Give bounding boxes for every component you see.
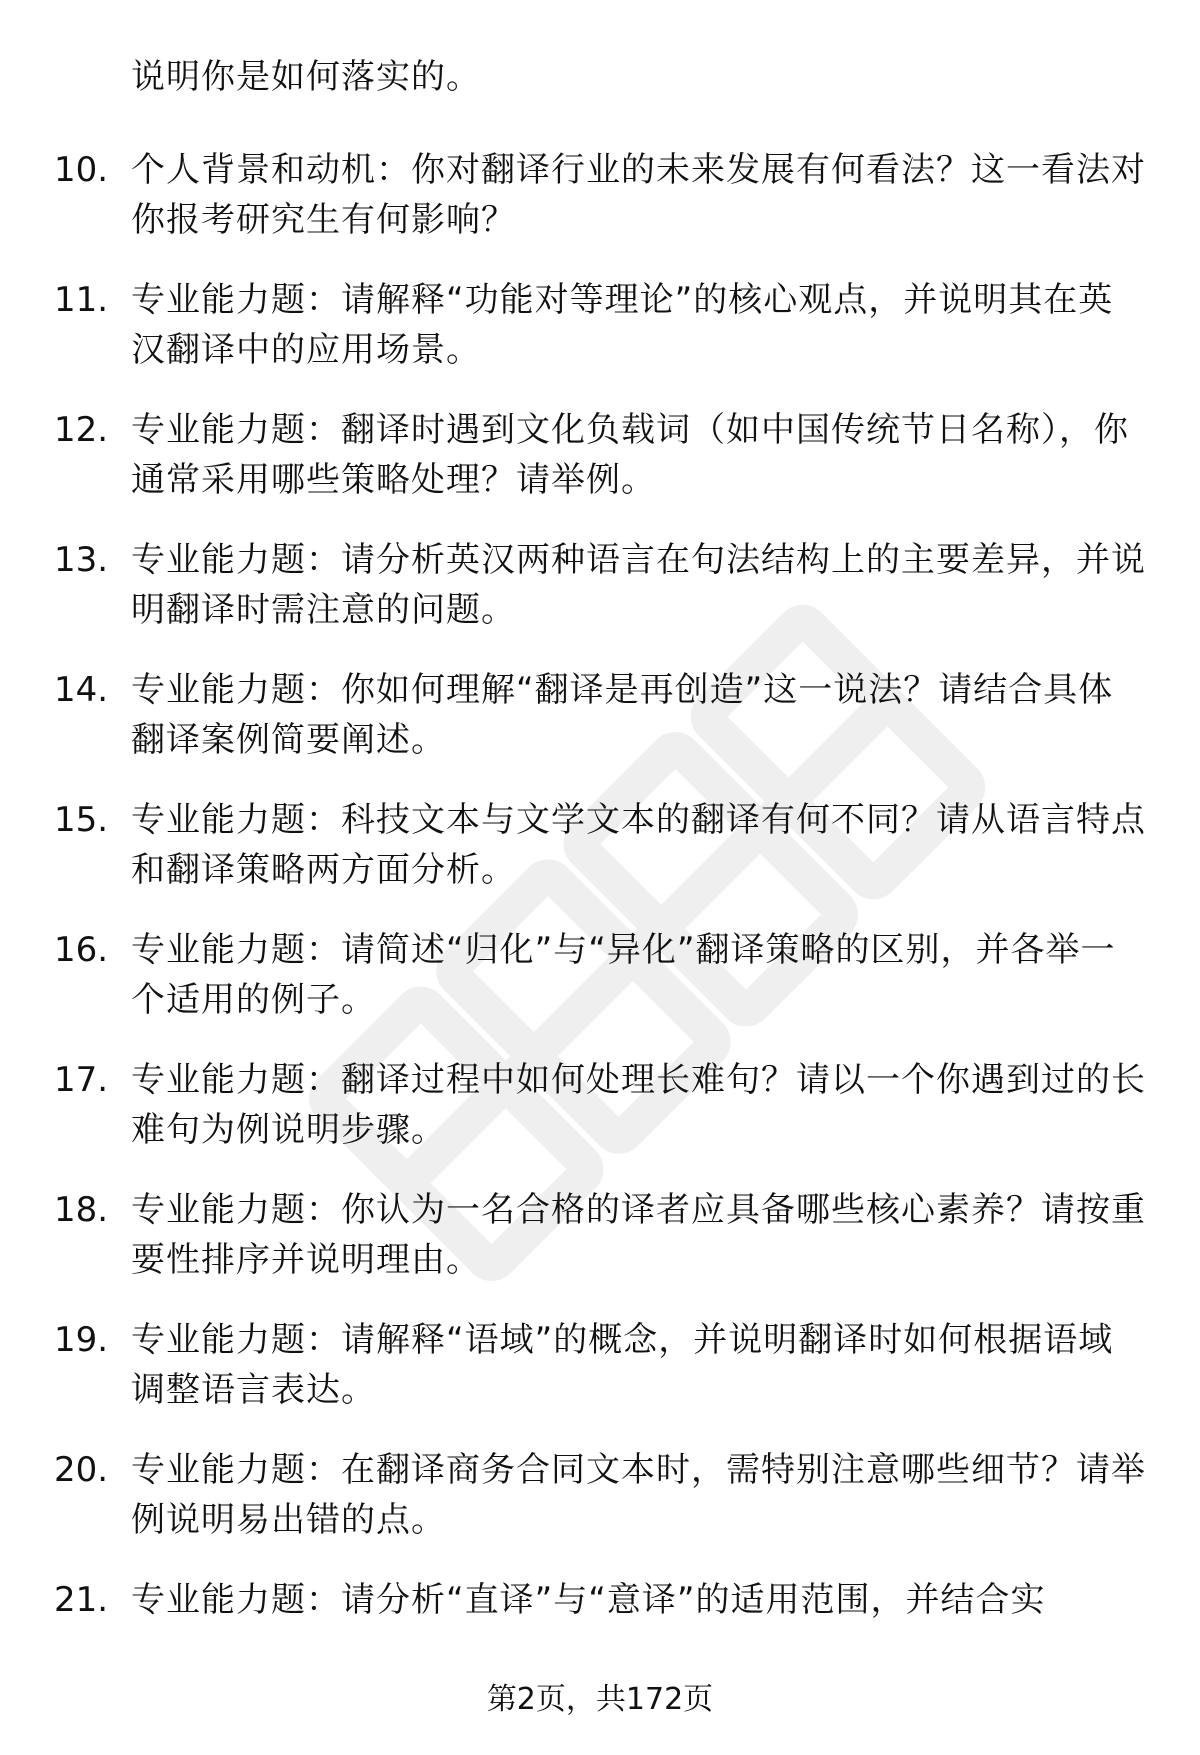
question-item xyxy=(0,145,1200,275)
question-number: 20. xyxy=(54,1450,109,1490)
question-text: 专业能力题：请分析英汉两种语言在句法结构上的主要差异，并说明翻译时需注意的问题。 xyxy=(131,540,1146,630)
question-text: 专业能力题：请简述“归化”与“异化”翻译策略的区别，并各举一个适用的例子。 xyxy=(131,930,1116,1020)
question-number: 10. xyxy=(54,150,109,190)
question-item xyxy=(0,405,1200,535)
question-number: 12. xyxy=(54,410,109,450)
continuation-text: 说明你是如何落实的。 xyxy=(131,57,481,97)
question-text: 专业能力题：你认为一名合格的译者应具备哪些核心素养？请按重要性排序并说明理由。 xyxy=(131,1190,1146,1280)
question-item xyxy=(0,1185,1200,1315)
question-number: 18. xyxy=(54,1190,109,1230)
question-text: 专业能力题：翻译时遇到文化负载词（如中国传统节日名称），你通常采用哪些策略处理？请举例。 xyxy=(131,410,1129,500)
question-number: 21. xyxy=(54,1580,109,1620)
question-text: 专业能力题：科技文本与文学文本的翻译有何不同？请从语言特点和翻译策略两方面分析。 xyxy=(131,800,1146,890)
question-text: 专业能力题：请解释“语域”的概念，并说明翻译时如何根据语域调整语言表达。 xyxy=(131,1320,1114,1410)
question-number: 15. xyxy=(54,800,109,840)
page-footer: 第2页，共172页 xyxy=(486,1682,714,1717)
question-number: 19. xyxy=(54,1320,109,1360)
question-item xyxy=(0,1445,1200,1575)
question-item xyxy=(0,1315,1200,1445)
question-number: 13. xyxy=(54,540,109,580)
question-text: 专业能力题：请解释“功能对等理论”的核心观点，并说明其在英汉翻译中的应用场景。 xyxy=(131,280,1114,370)
question-item xyxy=(0,665,1200,795)
question-text: 专业能力题：你如何理解“翻译是再创造”这一说法？请结合具体翻译案例简要阐述。 xyxy=(131,670,1114,760)
question-text: 个人背景和动机：你对翻译行业的未来发展有何看法？这一看法对你报考研究生有何影响？ xyxy=(131,150,1146,240)
question-item xyxy=(0,535,1200,665)
question-text: 专业能力题：请分析“直译”与“意译”的适用范围，并结合实 xyxy=(131,1580,1046,1620)
question-text: 专业能力题：翻译过程中如何处理长难句？请以一个你遇到过的长难句为例说明步骤。 xyxy=(131,1060,1146,1150)
question-number: 17. xyxy=(54,1060,109,1100)
question-item xyxy=(0,795,1200,925)
question-number: 16. xyxy=(54,930,109,970)
question-number: 11. xyxy=(54,280,109,320)
question-number: 14. xyxy=(54,670,109,710)
question-item xyxy=(0,275,1200,405)
question-item xyxy=(0,925,1200,1055)
question-text: 专业能力题：在翻译商务合同文本时，需特别注意哪些细节？请举例说明易出错的点。 xyxy=(131,1450,1146,1540)
question-item xyxy=(0,1055,1200,1185)
question-list xyxy=(0,145,1200,1705)
